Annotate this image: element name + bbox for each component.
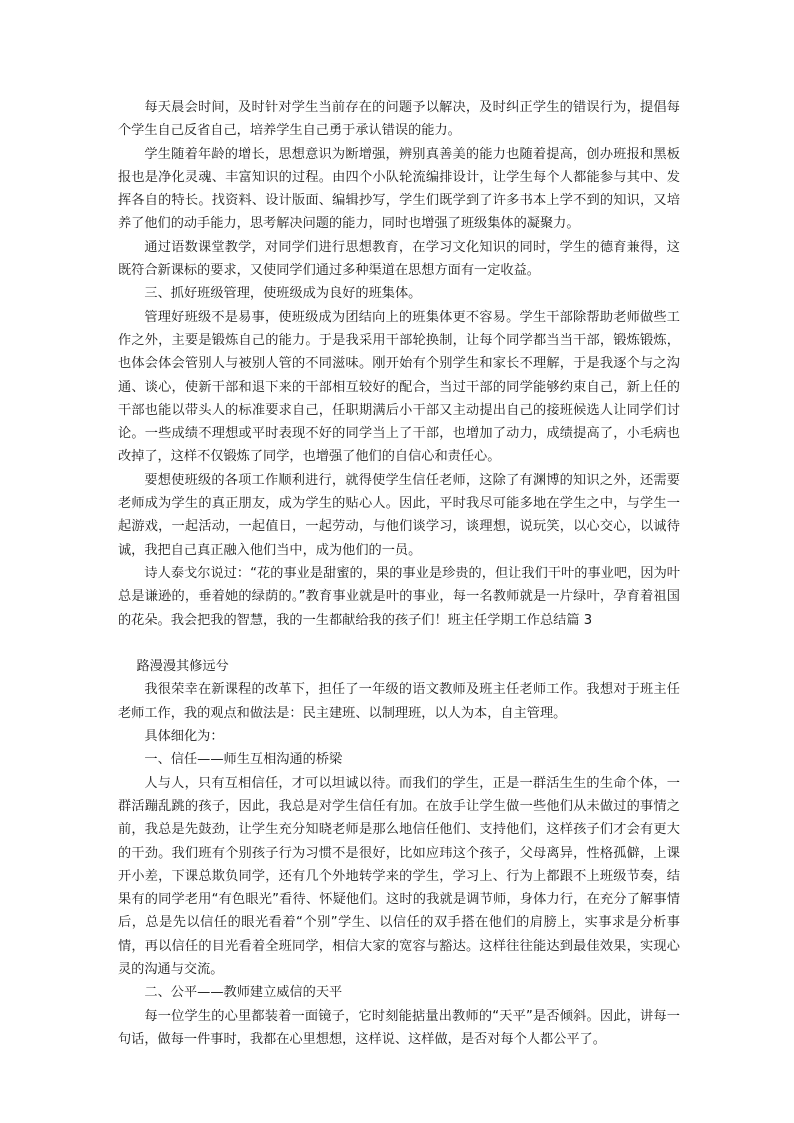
- paragraph-details-label: 具体细化为：: [144, 729, 224, 745]
- paragraph-tagore-quote: 诗人泰戈尔说过：“花的事业是甜蜜的，果的事业是珍贵的，但让我们干叶的事业吧，因为叶总是谦逊的，垂着她的绿荫的。”教育事业就是叶的事业，每一名教师就是一片绿叶，孕育着祖国的花朵。我会把我的智慧，我的一生都献给我的孩子们！班主任学期工作总结篇 3: [118, 565, 680, 628]
- paragraph-fairness: 每一位学生的心里都装着一面镜子，它时刻能掂量出教师的“天平”是否倾斜。因此，讲每一句话，做每一件事时，我都在心里想想，这样说、这样做，是否对每个人都公平了。: [118, 1008, 680, 1047]
- section-subtitle: 路漫漫其修远兮: [136, 659, 229, 675]
- paragraph-intro: 我很荣幸在新课程的改革下，担任了一年级的语文教师及班主任老师工作。我想对于班主任老师工作，我的观点和做法是：民主建班、以制理班，以人为本，自主管理。: [118, 682, 680, 721]
- paragraph-morning-meeting: 每天晨会时间，及时针对学生当前存在的问题予以解决，及时纠正学生的错误行为，提倡每个学生自己反省自己，培养学生自己勇于承认错误的能力。: [118, 100, 680, 139]
- heading-trust: 一、信任——师生互相沟通的桥梁: [144, 752, 343, 768]
- heading-fairness: 二、公平——教师建立威信的天平: [144, 985, 343, 1001]
- paragraph-trust: 人与人，只有互相信任，才可以坦诚以待。而我们的学生，正是一群活生生的生命个体，一群活蹦乱跳的孩子，因此，我总是对学生信任有加。在放手让学生做一些他们从未做过的事情之前，我总是先鼓劲，让学生充分知晓老师是那么地信任他们、支持他们，这样孩子们才会有更大的干劲。我们班有个别孩子行为习惯不是很好，比如应玮这个孩子，父母离异，性格孤僻，上课开小差，下课总欺负同学，还有几个外地转学来的学生，学习上、行为上都跟不上班级节奏，结果有的同学老用“有色眼光”看待、怀疑他们。这时的我就是调节师，身体力行，在充分了解事情后，总是先以信任的眼光看着“个别”学生、以信任的双手搭在他们的肩膀上，实事求是分析事情，再以信任的目光看着全班同学，相信大家的宽容与豁达。这样往往能达到最佳效果，实现心灵的沟通与交流。: [118, 775, 680, 977]
- paragraph-class-newspaper: 学生随着年龄的增长，思想意识为断增强，辨别真善美的能力也随着提高，创办班报和黑板报也是净化灵魂、丰富知识的过程。由四个小队轮流编排设计，让学生每个人都能参与其中、发挥各自的特长。找资料、设计版面、编辑抄写，学生们既学到了许多书本上学不到的知识，又培养了他们的动手能力，思考解决问题的能力，同时也增强了班级集体的凝聚力。: [118, 146, 680, 232]
- document-body: [118, 96, 680, 1051]
- paragraph-classroom-teaching: 通过语数课堂教学，对同学们进行思想教育，在学习文化知识的同时，学生的德育兼得，这既符合新课标的要求，又使同学们通过多种渠道在思想方面有一定收益。: [118, 239, 680, 279]
- paragraph-cadre-rotation: 管理好班级不是易事，使班级成为团结向上的班集体更不容易。学生干部除帮助老师做些工作之外，主要是锻炼自己的能力。于是我采用干部轮换制，让每个同学都当当干部，锻炼锻炼，也体会体会管别人与被别人管的不同滋味。刚开始有个别学生和家长不理解，于是我逐个与之沟通、谈心，使新干部和退下来的干部相互较好的配合，当过干部的同学能够约束自己，新上任的干部也能以带头人的标准要求自己，任职期满后小干部又主动提出自己的接班候选人让同学们讨论。一些成绩不理想或平时表现不好的同学当上了干部，也增加了动力，成绩提高了，小毛病也改掉了，这样不仅锻炼了同学，也增强了他们的自信心和责任心。: [118, 309, 680, 465]
- heading-class-management: 三、抓好班级管理，使班级成为良好的班集体。: [144, 286, 422, 302]
- paragraph-trust-teacher: 要想使班级的各项工作顺利进行，就得使学生信任老师，这除了有渊博的知识之外，还需要老师成为学生的真正朋友，成为学生的贴心人。因此，平时我尽可能多地在学生之中，与学生一起游戏，一起活动，一起值日，一起劳动，与他们谈学习，谈理想，说玩笑，以心交心，以诚待诚，我把自己真正融入他们当中，成为他们的一员。: [118, 472, 680, 558]
- blank-line: [118, 632, 680, 655]
